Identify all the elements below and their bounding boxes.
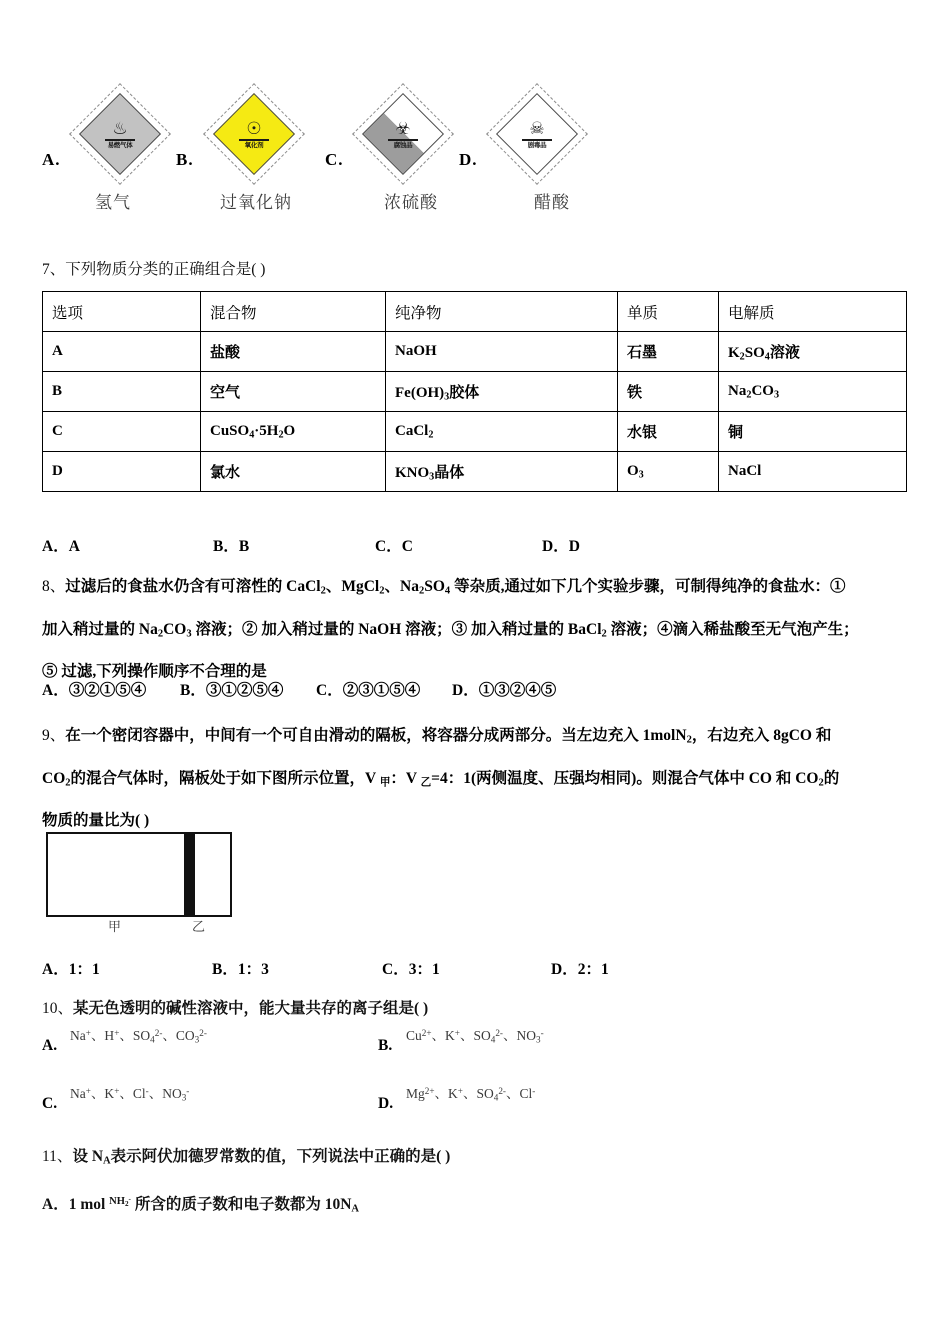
corrosive-icon: [357, 88, 449, 180]
header-pure: 纯净物: [386, 292, 618, 332]
cell-electrolyte: $K_2SO_4$溶液: [719, 332, 907, 372]
header-element: 单质: [618, 292, 719, 332]
hazard-label-c: 腐蚀品: [393, 141, 413, 149]
question-11-number: 11、: [42, 1148, 73, 1165]
option-letter-d: D.: [459, 150, 478, 169]
classification-table: [42, 291, 907, 492]
header-electrolyte: 电解质: [719, 292, 907, 332]
table-row: [43, 372, 907, 412]
cell-pure: $Fe(OH)_3$胶体: [386, 372, 618, 412]
header-mixture: 混合物: [201, 292, 386, 332]
q9-answer-c[interactable]: C．3：1: [382, 961, 440, 978]
cell-mixture: 空气: [201, 372, 386, 412]
option-letter-c: C.: [325, 150, 344, 169]
hazard-symbol-options: [42, 88, 902, 238]
q10-option-c-ions: Na+、K+、Cl-、$NO_3^-$: [70, 1085, 190, 1103]
cell-option: C: [43, 412, 201, 452]
oxidizer-icon: [208, 88, 300, 180]
q10-option-b-ions: $Cu^{2+}$、K+、$SO_4^{2-}$、$NO_3^-$: [406, 1027, 544, 1045]
cell-electrolyte: $Na_2CO_3$: [719, 372, 907, 412]
question-8-number: 8、: [42, 578, 66, 595]
header-option: 选项: [43, 292, 201, 332]
question-9-line-1: [42, 717, 922, 760]
flammable-gas-icon: [74, 88, 166, 180]
cell-element: $O_3$: [618, 452, 719, 492]
table-header-row: [43, 292, 907, 332]
question-8-text-1: 过滤后的食盐水仍含有可溶性的 CaCl$_2$、MgCl$_2$、$Na_2SO_4$ 等杂质,通过如下几个实验步骤，可制得纯净的食盐水：①: [65, 578, 846, 597]
cell-element: 水银: [618, 412, 719, 452]
question-10-text: 某无色透明的碱性溶液中，能大量共存的离子组是( ): [73, 1000, 429, 1017]
question-9-number: 9、: [42, 727, 66, 744]
q10-option-letter-c[interactable]: C.: [42, 1095, 58, 1112]
question-8-line-1: [42, 568, 922, 611]
q10-option-a-ions: Na+、H+、$SO_4^{2-}$、$CO_3^{2-}$: [70, 1027, 207, 1045]
table-row: [43, 452, 907, 492]
hazard-option-b[interactable]: [176, 88, 336, 238]
hazard-caption-a: 氢气: [95, 193, 131, 213]
cell-electrolyte: NaCl: [719, 452, 907, 492]
question-9-line-2: $CO_2$的混合气体时，隔板处于如下图所示位置，V $_甲$：V $_乙$=4：1(两侧温度、压强均相同)。则混合气体中 CO 和 $CO_2$的: [42, 769, 840, 789]
hazard-caption-b: 过氧化钠: [220, 193, 292, 213]
q7-answer-a[interactable]: A．A: [42, 538, 80, 555]
q9-answer-b[interactable]: B．1：3: [212, 961, 269, 978]
table-row: [43, 412, 907, 452]
corrosion-drip-icon: ☣: [395, 118, 411, 138]
question-9-text-1: 在一个密闭容器中，中间有一个可自由滑动的隔板，将容器分成两部分。当左边充入 1molN$_2$，右边充入 8gCO 和: [65, 727, 832, 746]
q7-answer-d[interactable]: D．D: [542, 538, 580, 555]
option-letter-a: A.: [42, 150, 61, 169]
cell-pure: NaOH: [386, 332, 618, 372]
sliding-partition: [184, 834, 195, 915]
cell-pure: $KNO_3$晶体: [386, 452, 618, 492]
cell-element: 铁: [618, 372, 719, 412]
q10-option-letter-b[interactable]: B.: [378, 1037, 393, 1054]
hazard-label-d: 剧毒品: [527, 141, 547, 149]
question-8: [42, 568, 922, 691]
skull-crossbones-icon: ☠: [529, 118, 545, 138]
question-10-stem: [42, 996, 428, 1018]
hazard-caption-d: 醋酸: [534, 193, 570, 213]
cell-mixture: $CuSO_4\cdot 5H_2O$: [201, 412, 386, 452]
q10-option-d-ions: $Mg^{2+}$、K+、$SO_4^{2-}$、Cl-: [406, 1085, 536, 1103]
q7-answer-c[interactable]: C．C: [375, 538, 413, 555]
question-7-text: 下列物质分类的正确组合是( ): [65, 261, 266, 278]
question-9: [42, 717, 922, 840]
question-7-number: 7、: [42, 261, 66, 278]
q8-answer-d[interactable]: D．①③②④⑤: [452, 682, 557, 699]
cell-mixture: 盐酸: [201, 332, 386, 372]
hazard-option-d[interactable]: [459, 88, 619, 238]
figure-label-right: 乙: [192, 920, 206, 935]
flame-icon: ♨: [112, 118, 128, 138]
q8-answer-b[interactable]: B．③①②⑤④: [180, 682, 284, 699]
container-outline: [46, 832, 232, 917]
toxic-icon: [491, 88, 583, 180]
hazard-label-b: 氧化剂: [244, 141, 264, 149]
q9-answer-a[interactable]: A．1：1: [42, 961, 100, 978]
question-7-stem: [42, 257, 265, 279]
cell-option: A: [43, 332, 201, 372]
question-10-number: 10、: [42, 1000, 74, 1017]
question-8-line-3: ⑤ 过滤,下列操作顺序不合理的是: [42, 663, 267, 681]
q8-answer-c[interactable]: C．②③①⑤④: [316, 682, 421, 699]
cell-element: 石墨: [618, 332, 719, 372]
hazard-caption-c: 浓硫酸: [384, 193, 438, 213]
option-letter-b: B.: [176, 150, 194, 169]
cell-option: D: [43, 452, 201, 492]
gas-container-figure: [46, 832, 232, 935]
q10-option-letter-a[interactable]: A.: [42, 1037, 58, 1054]
cell-electrolyte: 铜: [719, 412, 907, 452]
q10-option-letter-d[interactable]: D.: [378, 1095, 394, 1112]
q8-answer-a[interactable]: A．③②①⑤④: [42, 682, 147, 699]
q11-answer-a[interactable]: A．1 mol $^{NH_2^-}$ 所含的质子数和电子数都为 $10N_A$: [42, 1195, 359, 1215]
question-8-line-2: 加入稍过量的 $Na_2CO_3$ 溶液；② 加入稍过量的 NaOH 溶液；③ 加入稍过量的 BaCl$_2$ 溶液；④滴入稀盐酸至无气泡产生；: [42, 620, 859, 640]
table-row: [43, 332, 907, 372]
question-11-text: 设 $N_A$表示阿伏加德罗常数的值，下列说法中正确的是( ): [72, 1148, 451, 1167]
cell-option: B: [43, 372, 201, 412]
question-9-line-3: 物质的量比为( ): [42, 812, 150, 830]
q9-answer-d[interactable]: D．2：1: [551, 961, 609, 978]
cell-pure: CaCl$_2$: [386, 412, 618, 452]
cell-mixture: 氯水: [201, 452, 386, 492]
figure-label-left: 甲: [108, 920, 122, 935]
question-11-stem: [42, 1144, 450, 1167]
q7-answer-b[interactable]: B．B: [213, 538, 250, 555]
flame-over-circle-icon: ☉: [246, 118, 262, 138]
hazard-label-a: 易燃气体: [107, 141, 133, 149]
